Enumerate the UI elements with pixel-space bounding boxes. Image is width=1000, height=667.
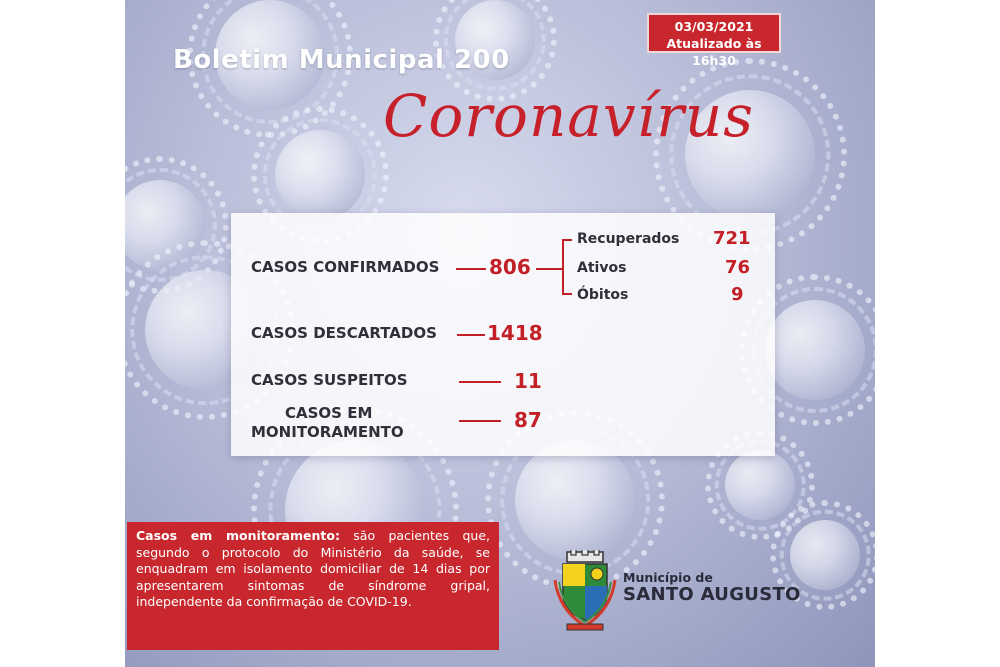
recovered-label: Recuperados: [577, 231, 680, 247]
bulletin-date: 03/03/2021: [674, 19, 754, 34]
stats-panel: [231, 213, 775, 456]
connector-line: [456, 268, 486, 270]
confirmed-value: 806: [489, 255, 531, 279]
recovered-value: 721: [713, 228, 751, 249]
deaths-value: 9: [731, 284, 744, 305]
municipal-crest-icon: [553, 550, 617, 632]
virus-icon: [725, 450, 795, 520]
deaths-label: Óbitos: [577, 287, 629, 303]
discarded-value: 1418: [487, 321, 543, 345]
discarded-label: CASOS DESCARTADOS: [251, 324, 437, 342]
connector-line: [536, 268, 562, 270]
coronavirus-heading: Coronavírus: [383, 82, 755, 150]
connector-line: [459, 420, 501, 422]
update-time: Atualizado às 16h30: [666, 36, 762, 68]
monitoring-definition-note: [127, 522, 499, 650]
connector-line: [457, 334, 485, 336]
date-badge: [647, 13, 781, 68]
municipality-prefix: Município de: [623, 570, 713, 585]
branch-line: [562, 293, 572, 295]
virus-icon: [790, 520, 860, 590]
virus-icon: [765, 300, 865, 400]
monitoring-label-line2: MONITORAMENTO: [251, 423, 404, 441]
bulletin-poster: [125, 0, 875, 667]
connector-line: [459, 381, 501, 383]
active-value: 76: [725, 257, 751, 278]
confirmed-label: CASOS CONFIRMADOS: [251, 258, 440, 276]
branch-line: [562, 239, 564, 294]
note-term: Casos em monitoramento:: [136, 528, 340, 543]
municipality-name: SANTO AUGUSTO: [623, 584, 801, 605]
suspected-label: CASOS SUSPEITOS: [251, 371, 408, 389]
bulletin-title: Boletim Municipal 200: [173, 45, 510, 75]
active-label: Ativos: [577, 260, 627, 276]
monitoring-label-line1: CASOS EM: [285, 404, 373, 422]
suspected-value: 11: [514, 369, 542, 393]
virus-icon: [275, 130, 365, 220]
branch-line: [562, 239, 572, 241]
monitoring-value: 87: [514, 408, 542, 432]
virus-icon: [515, 440, 635, 560]
note-text: são pacientes que, segundo o protocolo do Ministério da saúde, se enquadram em isolamento domiciliar de 14 dias por apresentarem sintomas de síndrome gripal, independente da confirmação de COVID-19.: [136, 528, 490, 609]
